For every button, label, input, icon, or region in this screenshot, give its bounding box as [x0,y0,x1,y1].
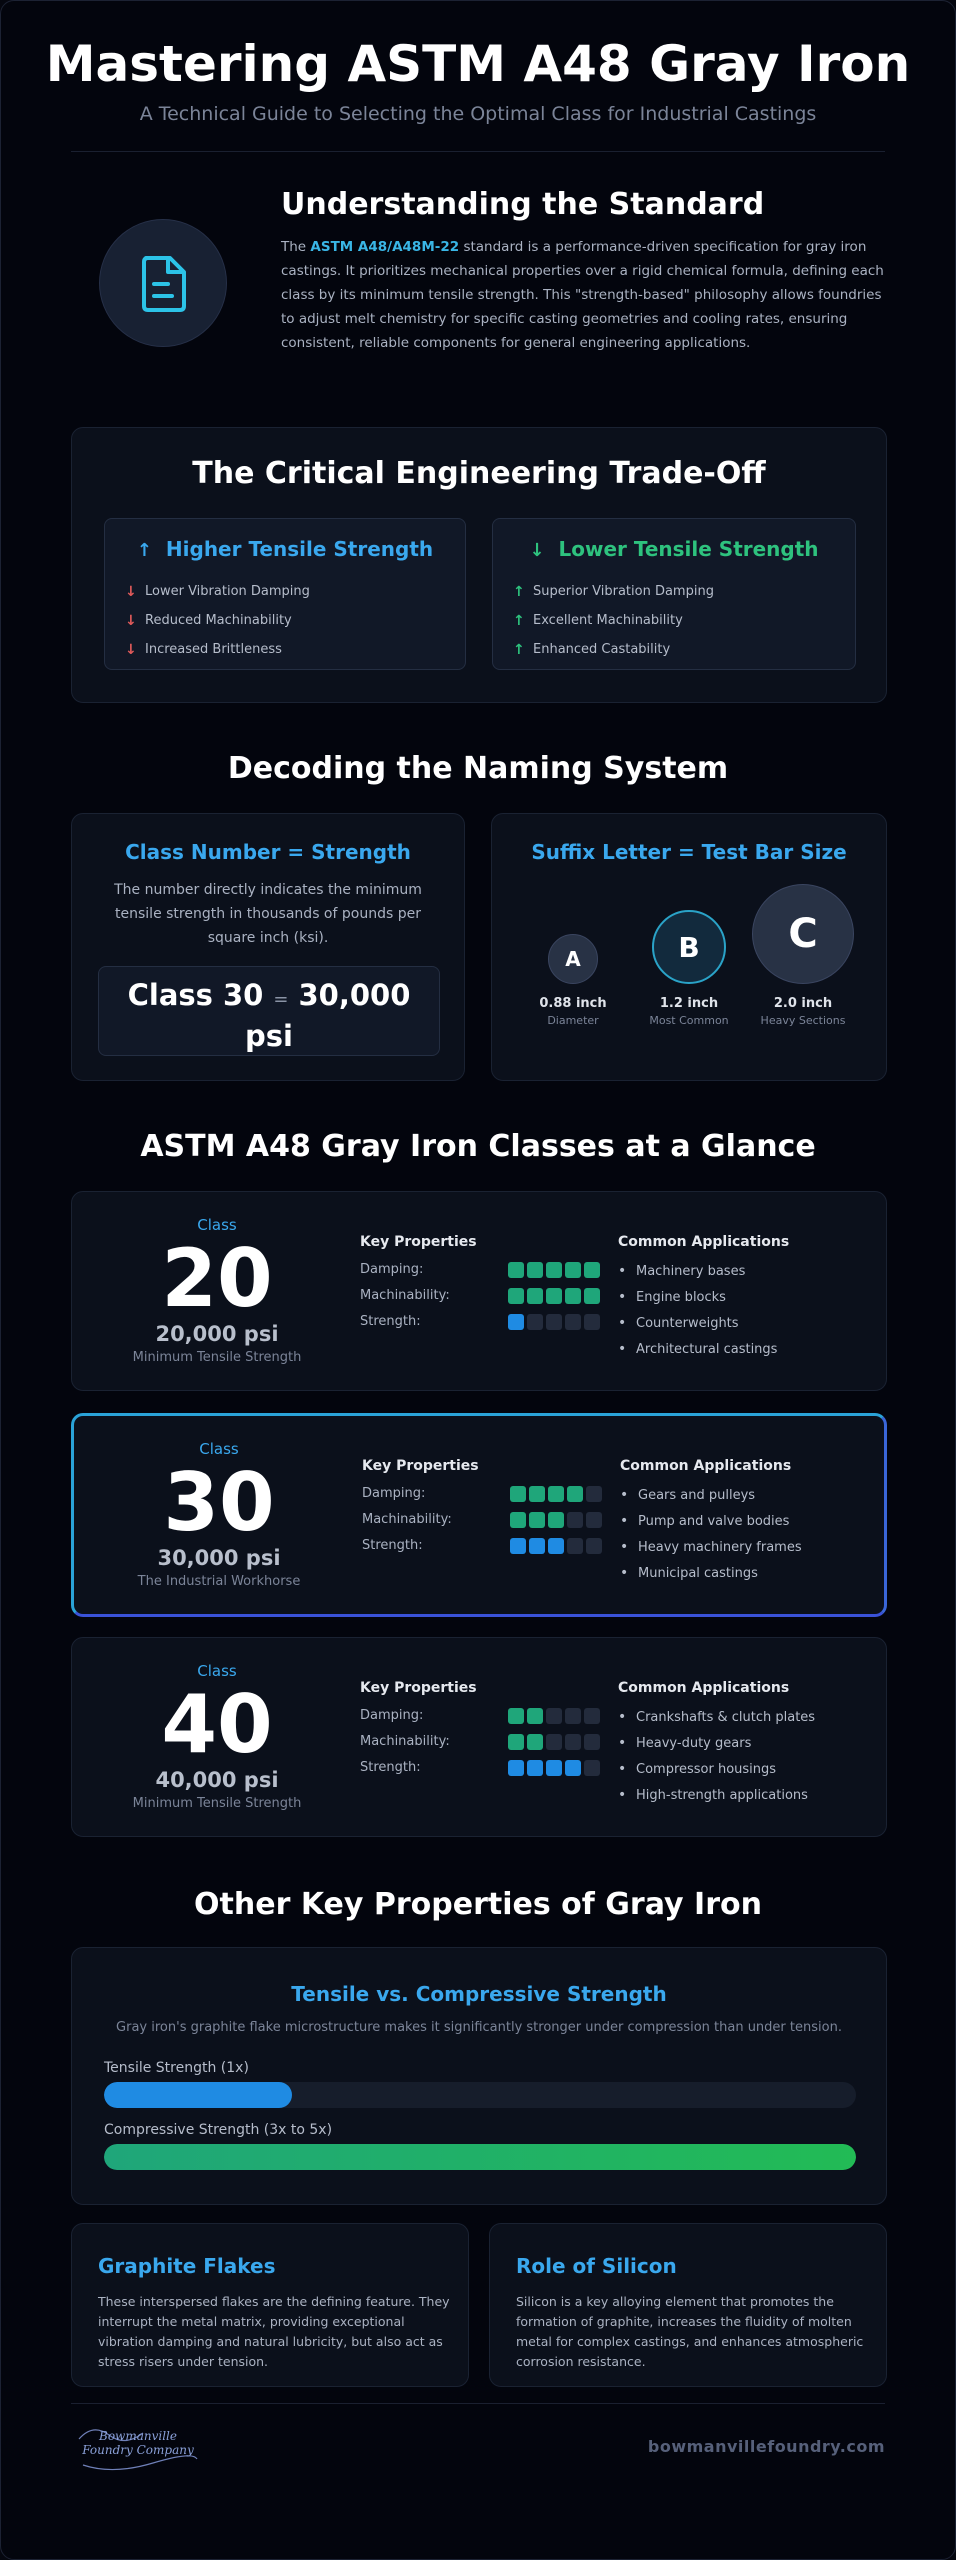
other-title: Other Key Properties of Gray Iron [194,1887,762,1922]
tradeoff-card [71,427,887,703]
rating-dot [584,1708,600,1724]
compressive-label: Compressive Strength (3x to 5x) [104,2122,333,2138]
property-label-strength: Strength: [360,1760,421,1775]
rating-dot [527,1708,543,1724]
applications-title: Common Applications [618,1680,790,1696]
rating-damping [508,1262,600,1278]
graphite-title: Graphite Flakes [98,2254,276,2278]
rating-dot [546,1760,562,1776]
class-number-title: Class Number = Strength [125,840,411,864]
list-item: • Compressor housings [618,1756,815,1782]
rating-dot [510,1512,526,1528]
test-bar-c-note: Heavy Sections [760,1014,846,1027]
rating-dot [586,1512,602,1528]
page-subtitle: A Technical Guide to Selecting the Optimal Class for Industrial Castings [139,103,817,125]
rating-dot [529,1538,545,1554]
graphite-card [71,2223,469,2387]
rating-dot [529,1512,545,1528]
rating-dot [584,1262,600,1278]
test-bar-a-note: Diameter [547,1014,599,1027]
suffix-card [491,813,887,1081]
lower-strength-list [513,577,714,664]
rating-dot [546,1262,562,1278]
test-bar-c-size: 2.0 inch [773,996,833,1011]
list-item: ↑ Superior Vibration Damping [513,583,714,600]
page-title: Mastering ASTM A48 Gray Iron [45,35,911,93]
rating-dot [565,1760,581,1776]
rating-damping [510,1486,602,1502]
arrow-down-icon: ↓ [125,583,137,600]
rating-dot [548,1486,564,1502]
rating-dot [567,1486,583,1502]
document-icon [138,254,190,314]
compressive-bar [104,2144,856,2170]
list-item: • Heavy machinery frames [620,1534,802,1560]
rating-dot [508,1734,524,1750]
property-label-damping: Damping: [362,1486,426,1501]
rating-dot [584,1760,600,1776]
class-psi: 20,000 psi [155,1322,279,1346]
property-label-machinability: Machinability: [360,1288,450,1303]
class-card-20 [71,1191,887,1391]
rating-dot [565,1734,581,1750]
classes-title: ASTM A48 Gray Iron Classes at a Glance [140,1129,816,1164]
list-item: • Engine blocks [618,1284,777,1310]
class-label: Class [197,1662,237,1680]
class-example: Class 30 = 30,000 psi [127,978,411,1053]
rating-dot [527,1262,543,1278]
rating-dot [546,1288,562,1304]
silicon-text: Silicon is a key alloying element that promotes the formation of graphite, increases the fluidity of molten metal for complex castings, and enhances atmospheric corrosion resistance. [516,2294,864,2369]
list-item: • Architectural castings [618,1336,777,1362]
rating-dot [565,1262,581,1278]
applications-title: Common Applications [618,1234,790,1250]
rating-dot [584,1314,600,1330]
key-properties-title: Key Properties [362,1458,479,1474]
list-item: • Machinery bases [618,1258,777,1284]
silicon-title: Role of Silicon [516,2254,677,2278]
class-psi: 40,000 psi [155,1768,279,1792]
property-label-strength: Strength: [362,1538,423,1553]
test-bar-b: B [652,910,726,984]
list-item: • Heavy-duty gears [618,1730,815,1756]
rating-dot [584,1288,600,1304]
strength-compare-subtitle: Gray iron's graphite flake microstructure makes it significantly stronger under compression than under tension. [116,2020,842,2035]
property-label-machinability: Machinability: [362,1512,452,1527]
document-icon-badge [99,219,227,347]
lower-strength-panel [492,518,856,670]
rating-dot [508,1262,524,1278]
higher-strength-panel [104,518,466,670]
rating-machinability [510,1512,602,1528]
arrow-up-icon: ↑ [513,641,525,658]
class-number-text: The number directly indicates the minimum tensile strength in thousands of pounds per square inch (ksi). [114,882,422,946]
rating-strength [508,1314,600,1330]
divider [71,151,885,152]
tensile-track [104,2082,856,2108]
silicon-card [489,2223,887,2387]
standard-code: ASTM A48/A48M-22 [310,239,460,255]
rating-dot [508,1708,524,1724]
understanding-text: The ASTM A48/A48M-22 standard is a performance-driven specification for gray iron castings. It prioritizes mechanical properties over a rigid chemical formula, defining each class by its minimum tensile strength. This "strength-based" philosophy allows foundries to adjust melt chemistry for specific casting geometries and cooling rates, ensuring consistent, reliable components for general engineering applications. [281,239,884,351]
rating-damping [508,1708,600,1724]
rating-dot [527,1760,543,1776]
class-label: Class [199,1440,239,1458]
class-note: Minimum Tensile Strength [132,1350,302,1365]
test-bar-c: C [752,884,854,984]
tensile-label: Tensile Strength (1x) [104,2060,249,2076]
rating-dot [527,1288,543,1304]
applications-title: Common Applications [620,1458,792,1474]
test-bar-a-size: 0.88 inch [539,996,607,1011]
applications-list [618,1258,777,1362]
property-label-machinability: Machinability: [360,1734,450,1749]
key-properties-title: Key Properties [360,1234,477,1250]
rating-dot [546,1734,562,1750]
tradeoff-title: The Critical Engineering Trade-Off [192,456,766,491]
class-number: 20 [161,1232,273,1325]
property-label-damping: Damping: [360,1708,424,1723]
rating-strength [508,1760,600,1776]
rating-dot [548,1538,564,1554]
arrow-up-icon: ↑ [136,540,152,561]
rating-dot [586,1538,602,1554]
class-note: The Industrial Workhorse [137,1574,301,1589]
rating-machinability [508,1734,600,1750]
strength-compare-card [71,1947,887,2205]
arrow-up-icon: ↑ [513,583,525,600]
class-card-40 [71,1637,887,1837]
list-item: ↓ Reduced Machinability [125,612,292,629]
compressive-track [104,2144,856,2170]
website-link[interactable]: bowmanvillefoundry.com [647,2437,885,2456]
class-number: 40 [161,1678,273,1771]
list-item: • Municipal castings [620,1560,802,1586]
list-item: • Pump and valve bodies [620,1508,802,1534]
class-card-30 [71,1413,887,1617]
rating-dot [546,1708,562,1724]
list-item: • Gears and pulleys [620,1482,802,1508]
rating-dot [567,1512,583,1528]
rating-dot [527,1734,543,1750]
rating-dot [508,1288,524,1304]
rating-dot [567,1538,583,1554]
list-item: ↓ Lower Vibration Damping [125,583,310,600]
property-label-damping: Damping: [360,1262,424,1277]
rating-machinability [508,1288,600,1304]
property-label-strength: Strength: [360,1314,421,1329]
rating-dot [510,1538,526,1554]
list-item: ↑ Excellent Machinability [513,612,683,629]
arrow-down-icon: ↓ [529,540,545,561]
list-item: • Counterweights [618,1310,777,1336]
rating-strength [510,1538,602,1554]
footer-divider [71,2403,885,2404]
naming-title: Decoding the Naming System [227,751,729,786]
rating-dot [565,1314,581,1330]
rating-dot [586,1486,602,1502]
rating-dot [548,1512,564,1528]
class-label: Class [197,1216,237,1234]
understanding-title: Understanding the Standard [281,187,765,222]
arrow-down-icon: ↓ [125,612,137,629]
rating-dot [584,1734,600,1750]
arrow-up-icon: ↑ [513,612,525,629]
key-properties-title: Key Properties [360,1680,477,1696]
test-bar-b-size: 1.2 inch [659,996,719,1011]
rating-dot [527,1314,543,1330]
applications-list [620,1482,802,1586]
lower-strength-heading: ↓ Lower Tensile Strength [529,537,819,561]
suffix-title: Suffix Letter = Test Bar Size [531,840,847,864]
class-example-box [98,966,440,1056]
rating-dot [546,1314,562,1330]
strength-compare-title: Tensile vs. Compressive Strength [291,1982,667,2006]
list-item: • Crankshafts & clutch plates [618,1704,815,1730]
test-bar-b-note: Most Common [649,1014,729,1027]
rating-dot [510,1486,526,1502]
rating-dot [565,1288,581,1304]
graphite-text: These interspersed flakes are the defining feature. They interrupt the metal matrix, providing exceptional vibration damping and natural lubricity, but also act as stress risers under tension. [98,2294,450,2369]
class-number-card [71,813,465,1081]
rating-dot [508,1314,524,1330]
test-bar-a: A [548,934,598,984]
higher-strength-list [125,577,310,664]
rating-dot [529,1486,545,1502]
tensile-bar [104,2082,292,2108]
class-number: 30 [163,1456,275,1549]
class-note: Minimum Tensile Strength [132,1796,302,1811]
company-logo: Bowmanville Foundry Company [73,2419,203,2479]
class-psi: 30,000 psi [157,1546,281,1570]
list-item: ↑ Enhanced Castability [513,641,671,658]
arrow-down-icon: ↓ [125,641,137,658]
rating-dot [565,1708,581,1724]
higher-strength-heading: ↑ Higher Tensile Strength [136,537,434,561]
list-item: ↓ Increased Brittleness [125,641,282,658]
applications-list [618,1704,815,1808]
list-item: • High-strength applications [618,1782,815,1808]
rating-dot [508,1760,524,1776]
